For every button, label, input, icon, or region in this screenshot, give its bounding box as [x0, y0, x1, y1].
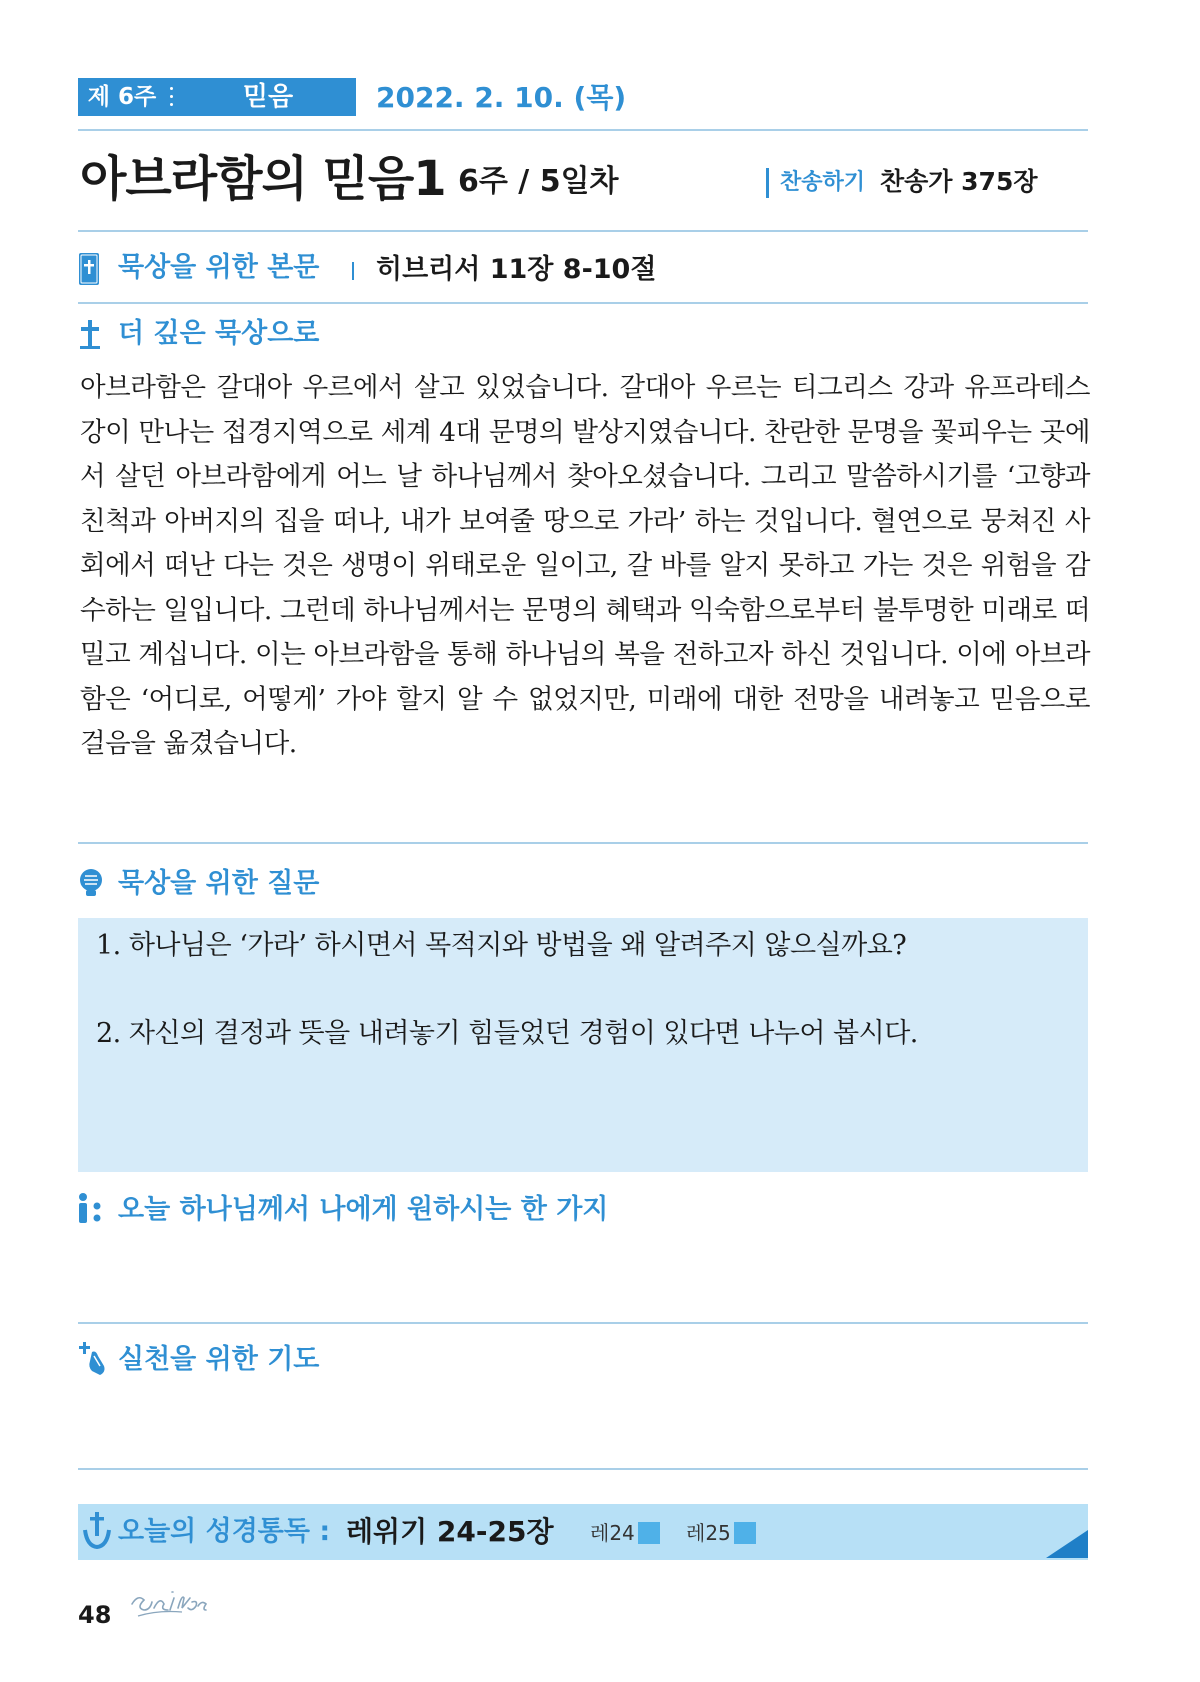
corner-decoration [1046, 1530, 1088, 1558]
question-item: 2. 자신의 결정과 뜻을 내려놓기 힘들었던 경험이 있다면 나누어 봅시다. [96, 1018, 918, 1049]
reading-checkbox[interactable] [638, 1522, 660, 1544]
divider [78, 302, 1088, 304]
scripture-reference: 히브리서 11장 8-10절 [376, 254, 657, 285]
divider [78, 129, 1088, 131]
person-info-icon [78, 1192, 104, 1230]
reading-check-label: 레24 [590, 1521, 635, 1545]
hymn-value: 찬송가 375장 [880, 167, 1038, 196]
bible-icon [78, 252, 100, 290]
reading-heading: 오늘의 성경통독 : [118, 1516, 331, 1547]
theme-badge: 믿음 [180, 78, 356, 116]
anchor-cross-icon [82, 1512, 112, 1554]
week-day: 6주 / 5일차 [458, 164, 619, 199]
badge-separator [166, 78, 180, 116]
praying-hands-icon [78, 1342, 108, 1382]
divider [78, 1468, 1088, 1470]
prayer-heading: 실천을 위한 기도 [118, 1344, 320, 1375]
divider [78, 230, 1088, 232]
date: 2022. 2. 10. (목) [376, 81, 627, 114]
divider [78, 842, 1088, 844]
divider [78, 1322, 1088, 1324]
scripture-heading: 묵상을 위한 본문 [118, 252, 320, 283]
page-title: 아브라함의 믿음1 [80, 151, 446, 207]
hymn-marker [766, 168, 769, 198]
week-badge: 제 6주 [78, 78, 166, 116]
questions-heading: 묵상을 위한 질문 [118, 868, 320, 899]
lightbulb-icon [78, 868, 104, 902]
reading-value: 레위기 24-25장 [346, 1515, 554, 1548]
meditation-body: 아브라함은 갈대아 우르에서 살고 있었습니다. 갈대아 우르는 티그리스 강과 유프라테스 강이 만나는 접경지역으로 세계 4대 문명의 발상지였습니다. 찬란한 문명을 꽃피우는 곳에서 살던 아브라함에게 어느 날 하나님께서 찾아오셨습니다. 그리고 말씀하시기를 ‘고향과 친척과 아버지의 집을 떠나, 내가 보여줄 땅으로 가라’ 하는 것입니다. 혈연으로 뭉쳐진 사회에서 떠난 다는 것은 생명이 위태로운 일이고, 갈 바를 알지 못하고 가는 것은 위험을 감수하는 일입니다. 그런데 하나님께서는 문명의 혜택과 익숙함으로부터 불투명한 미래로 떠밀고 계십니다. 이는 아브라함을 통해 하나님의 복을 전하고자 하신 것입니다. 이에 아브라함은 ‘어디로, 어떻게’ 가야 할지 알 수 없었지만, 미래에 대한 전망을 내려놓고 믿음으로 걸음을 옮겼습니다. [80, 372, 1090, 759]
page-number: 48 [78, 1601, 112, 1629]
signature-logo [124, 1574, 210, 1630]
cross-icon [78, 318, 102, 354]
scripture-separator [352, 262, 354, 280]
one-thing-heading: 오늘 하나님께서 나에게 원하시는 한 가지 [118, 1194, 609, 1225]
reading-checkbox[interactable] [734, 1522, 756, 1544]
reading-check-label: 레25 [686, 1521, 731, 1545]
hymn-label: 찬송하기 [780, 170, 866, 195]
question-item: 1. 하나님은 ‘가라’ 하시면서 목적지와 방법을 왜 알려주지 않으실까요? [96, 930, 907, 961]
meditation-heading: 더 깊은 묵상으로 [118, 318, 320, 349]
